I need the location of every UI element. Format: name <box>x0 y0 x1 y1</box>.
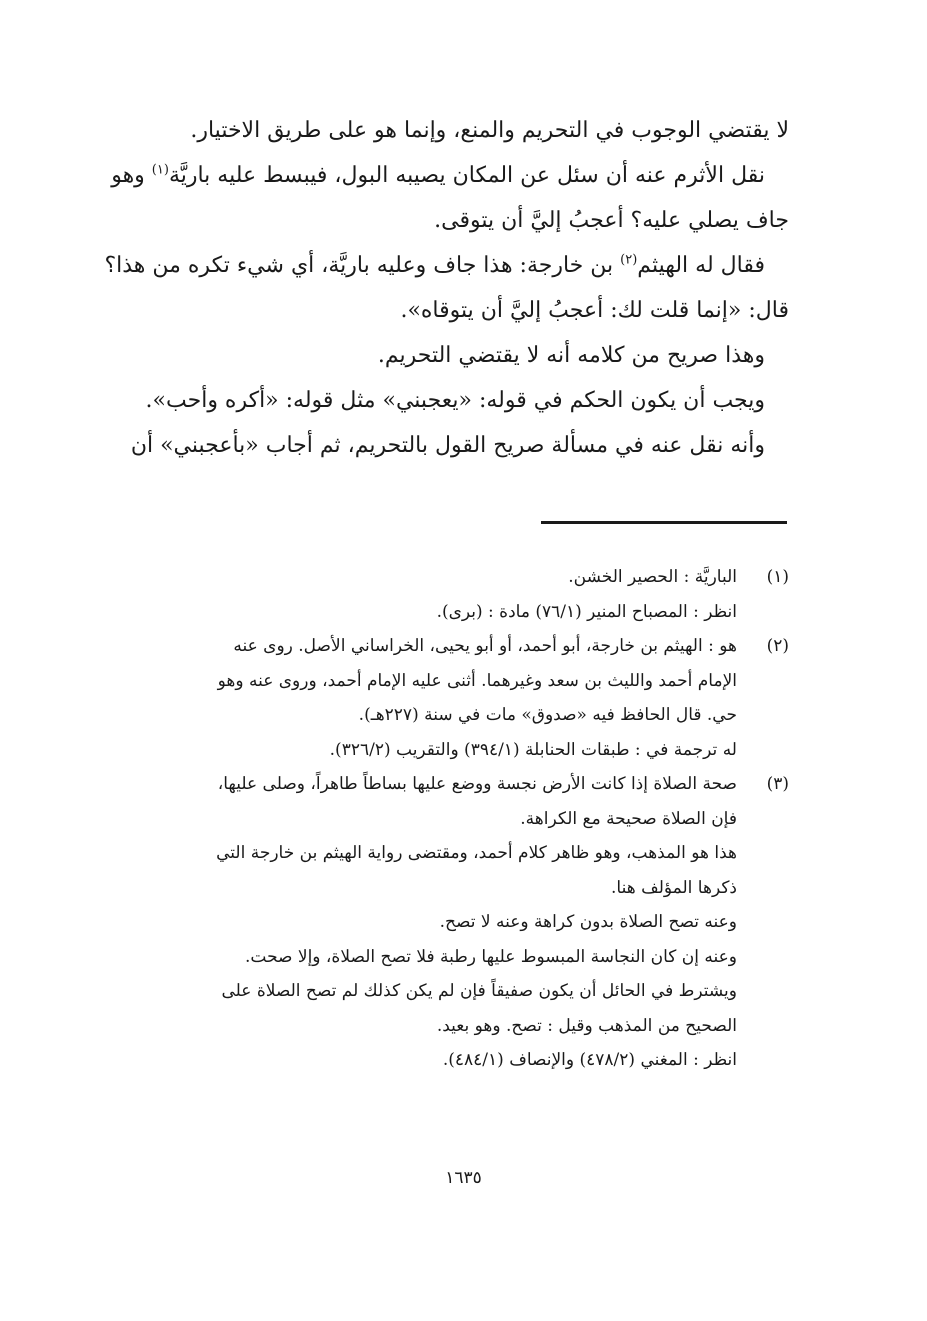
footnote-text: انظر : المغني (٤٧٨/٢) والإنصاف (٤٨٤/١). <box>442 1050 737 1070</box>
footnote-text: هذا هو المذهب، وهو ظاهر كلام أحمد، ومقتضى رواية الهيثم بن خارجة التي <box>216 843 737 863</box>
text-segment: بن خارجة: هذا جاف وعليه باريَّة، أي شيء تكره من هذا؟ <box>104 253 621 278</box>
footnote-text: ذكرها المؤلف هنا. <box>611 877 737 898</box>
footnote-line <box>119 698 789 733</box>
footnote-text: صحة الصلاة إذا كانت الأرض نجسة ووضع عليها بساطاً طاهراً، وصلى عليها، <box>217 774 737 794</box>
footnote-text: له ترجمة في : طبقات الحنابلة (٣٩٤/١) والتقريب (٣٢٦/٢). <box>329 739 737 760</box>
footnotes-block <box>119 560 789 1078</box>
footnote-line <box>119 560 789 595</box>
footnote-number: (١) <box>766 567 789 587</box>
footnote-text: وعنه إن كان النجاسة المبسوط عليها رطبة فلا تصح الصلاة، وإلا صحت. <box>244 946 737 967</box>
text-line: قال: «إنما قلت لك: أعجبُ إليَّ أن يتوقاه». <box>400 298 789 323</box>
main-text-block <box>104 108 789 468</box>
text-line: لا يقتضي الوجوب في التحريم والمنع، وإنما هو على طريق الاختيار. <box>190 118 789 143</box>
footnote-line <box>119 1043 789 1078</box>
footnote-text: هو : الهيثم بن خارجة، أبو أحمد، أو أبو يحيى، الخراساني الأصل. روى عنه <box>233 636 737 656</box>
text-line: ويجب أن يكون الحكم في قوله: «يعجبني» مثل قوله: «أكره وأحب». <box>145 388 765 413</box>
footnote-line <box>119 1009 789 1044</box>
footnote-separator <box>541 521 787 524</box>
footnote-text: حي. قال الحافظ فيه «صدوق» مات في سنة (٢٢٧هـ). <box>358 705 737 725</box>
footnote-ref-1: (١) <box>151 162 169 178</box>
footnote-line <box>119 836 789 871</box>
text-line <box>104 243 789 288</box>
footnote-line <box>119 802 789 837</box>
text-line: وأنه نقل عنه في مسألة صريح القول بالتحريم، ثم أجاب «بأعجبني» أن <box>130 433 765 458</box>
footnote-text: الإمام أحمد والليث بن سعد وغيرهما. أثنى عليه الإمام أحمد، وروى عنه وهو <box>217 670 737 691</box>
text-line: جاف يصلي عليه؟ أعجبُ إليَّ أن يتوقى. <box>434 208 789 233</box>
footnote-line <box>119 664 789 699</box>
footnote-line <box>119 905 789 940</box>
page-number: ١٦٣٥ <box>445 1168 482 1188</box>
footnote-text: ويشترط في الحائل أن يكون صفيقاً فإن لم يكن كذلك لم تصح الصلاة على <box>221 981 737 1001</box>
footnote-line <box>119 595 789 630</box>
footnote-line <box>119 871 789 906</box>
footnote-line <box>119 629 789 664</box>
footnote-text: الصحيح من المذهب وقيل : تصح. وهو بعيد. <box>436 1015 737 1036</box>
text-segment: وهو <box>111 163 152 188</box>
footnote-line <box>119 940 789 975</box>
footnote-line <box>119 733 789 768</box>
footnote-text: فإن الصلاة صحيحة مع الكراهة. <box>520 808 737 829</box>
footnote-text: انظر : المصباح المنير (٧٦/١) مادة : (برى). <box>436 601 737 622</box>
text-line: وهذا صريح من كلامه أنه لا يقتضي التحريم. <box>377 343 765 368</box>
footnote-number: (٣) <box>766 774 789 794</box>
footnote-line <box>119 974 789 1009</box>
footnote-ref-2: (٢) <box>620 252 638 268</box>
footnote-text: وعنه تصح الصلاة بدون كراهة وعنه لا تصح. <box>439 912 737 932</box>
text-line <box>111 153 789 198</box>
footnote-line <box>119 767 789 802</box>
text-segment: فقال له الهيثم <box>637 253 765 278</box>
footnote-number: (٢) <box>766 636 789 656</box>
text-segment: نقل الأثرم عنه أن سئل عن المكان يصيبه البول، فيبسط عليه باريَّة <box>168 163 765 188</box>
footnote-text: الباريَّة : الحصير الخشن. <box>568 567 737 587</box>
